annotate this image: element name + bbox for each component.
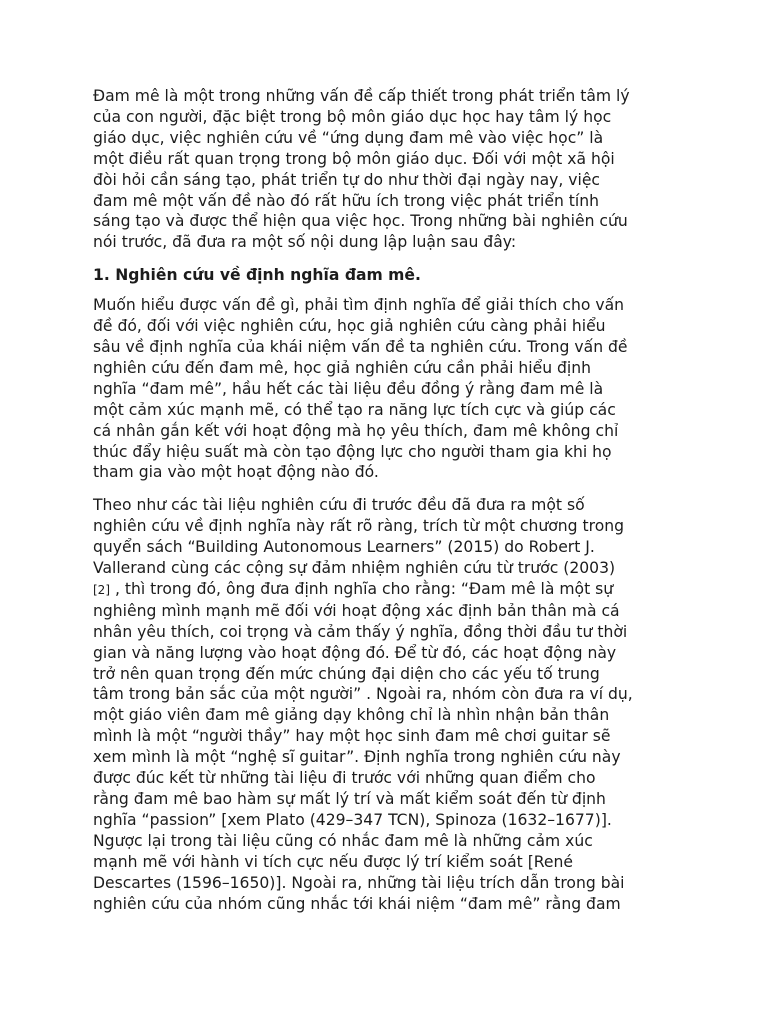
citation-reference[interactable]: [2] <box>93 582 110 597</box>
intro-paragraph <box>93 86 683 253</box>
text-fragment: , thì trong đó, ông đưa định nghĩa cho rằng: “Đam mê là một sự <box>110 579 614 598</box>
text-line: xem mình là một “nghệ sĩ guitar”. Định nghĩa trong nghiên cứu này <box>93 748 621 767</box>
text-line: Đam mê là một trong những vấn đề cấp thiết trong phát triển tâm lý <box>93 87 630 105</box>
text-line: quyển sách “Building Autonomous Learners” (2015) do Robert J. <box>93 538 595 557</box>
text-line: Muốn hiểu được vấn đề gì, phải tìm định nghĩa để giải thích cho vấn <box>93 296 625 315</box>
text-line: Vallerand cùng các cộng sự đảm nhiệm nghiên cứu từ trước (2003) <box>93 559 616 578</box>
text-line: tham gia vào một hoạt động nào đó. <box>93 463 379 482</box>
text-line: một cảm xúc mạnh mẽ, có thể tạo ra năng lực tích cực và giúp các <box>93 400 616 419</box>
text-line: đam mê một vấn đề nào đó rất hữu ích trong việc phát triển tính <box>93 191 599 210</box>
text-line-with-reference <box>93 579 683 601</box>
text-line: sâu về định nghĩa của khái niệm vấn đề ta nghiên cứu. Trong vấn đề <box>93 337 628 356</box>
text-line: nghiên cứu về định nghĩa này rất rõ ràng, trích từ một chương trong <box>93 517 625 536</box>
heading-text: 1. Nghiên cứu về định nghĩa đam mê. <box>93 266 421 285</box>
text-line: mình là một “người thầy” hay một học sinh đam mê chơi guitar sẽ <box>93 727 611 746</box>
text-line: nghiêng mình mạnh mẽ đối với hoạt động xác định bản thân mà cá <box>93 601 620 620</box>
text-line: gian và năng lượng vào hoạt động đó. Để từ đó, các hoạt động này <box>93 643 617 662</box>
text-line: đề đó, đối với việc nghiên cứu, học giả nghiên cứu càng phải hiểu <box>93 317 606 336</box>
text-line: mạnh mẽ với hành vi tích cực nếu được lý trí kiểm soát [René <box>93 852 573 871</box>
text-line: thúc đẩy hiệu suất mà còn tạo động lực cho người tham gia khi họ <box>93 442 612 461</box>
text-line: nhân yêu thích, coi trọng và cảm thấy ý nghĩa, đồng thời đầu tư thời <box>93 622 628 641</box>
text-line: nghĩa “đam mê”, hầu hết các tài liệu đều đồng ý rằng đam mê là <box>93 379 604 398</box>
text-line: cá nhân gắn kết với hoạt động mà họ yêu thích, đam mê không chỉ <box>93 421 619 440</box>
text-line: Descartes (1596–1650)]. Ngoài ra, những tài liệu trích dẫn trong bài <box>93 873 625 892</box>
section-heading <box>93 265 683 286</box>
text-line: nghĩa “passion” [xem Plato (429–347 TCN), Spinoza (1632–1677)]. <box>93 810 612 829</box>
text-line: nghiên cứu đến đam mê, học giả nghiên cứu cần phải hiểu định <box>93 358 592 377</box>
text-line: của con người, đặc biệt trong bộ môn giáo dục học hay tâm lý học <box>93 107 612 126</box>
text-line: giáo dục, việc nghiên cứu về “ứng dụng đam mê vào việc học” là <box>93 128 604 147</box>
text-line: rằng đam mê bao hàm sự mất lý trí và mất kiểm soát đến từ định <box>93 790 606 808</box>
text-line: một điều rất quan trọng trong bộ môn giáo dục. Đối với một xã hội <box>93 149 615 168</box>
text-line: Ngược lại trong tài liệu cũng có nhắc đam mê là những cảm xúc <box>93 831 593 850</box>
literature-paragraph <box>93 495 683 914</box>
text-line: đòi hỏi cần sáng tạo, phát triển tự do như thời đại ngày nay, việc <box>93 170 601 189</box>
text-line: sáng tạo và được thể hiện qua việc học. Trong những bài nghiên cứu <box>93 212 628 231</box>
text-line: một giáo viên đam mê giảng dạy không chỉ là nhìn nhận bản thân <box>93 706 610 725</box>
definition-paragraph <box>93 295 683 483</box>
text-line: trở nên quan trọng đến mức chúng đại diện cho các yếu tố trung <box>93 664 600 683</box>
text-line: nghiên cứu của nhóm cũng nhắc tới khái niệm “đam mê” rằng đam <box>93 894 621 913</box>
document-page <box>93 86 683 926</box>
text-line: tâm trong bản sắc của một người” . Ngoài ra, nhóm còn đưa ra ví dụ, <box>93 685 633 704</box>
text-line: được đúc kết từ những tài liệu đi trước với những quan điểm cho <box>93 769 596 788</box>
text-line: Theo như các tài liệu nghiên cứu đi trước đều đã đưa ra một số <box>93 496 585 515</box>
text-line: nói trước, đã đưa ra một số nội dung lập luận sau đây: <box>93 233 517 252</box>
